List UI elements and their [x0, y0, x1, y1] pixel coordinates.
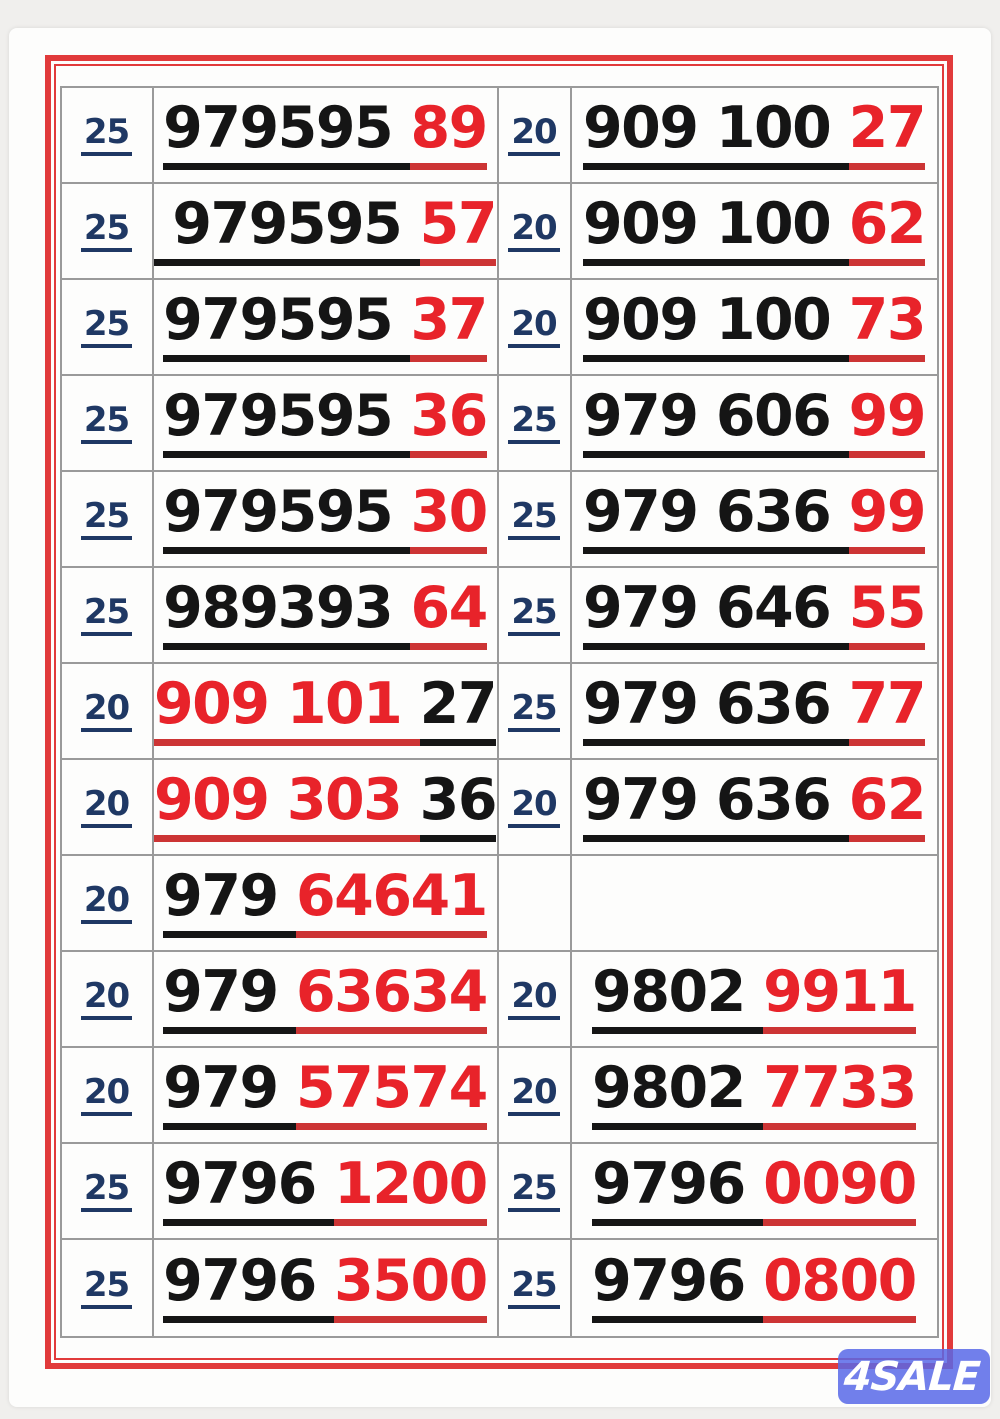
number-cell-right — [572, 952, 937, 1048]
price-badge: 20 — [81, 1075, 132, 1116]
price-cell-left — [62, 1144, 154, 1240]
number-cell-right — [572, 760, 937, 856]
phone-number — [583, 479, 925, 554]
price-cell-left — [62, 88, 154, 184]
phone-number-segment-red: 89 — [410, 100, 486, 170]
phone-number-segment-black: 979595 — [163, 100, 410, 170]
phone-number-segment-red: 99 — [849, 484, 925, 554]
price-badge: 20 — [508, 211, 559, 252]
price-badge: 20 — [508, 979, 559, 1020]
phone-number-segment-black: 979 636 — [583, 676, 849, 746]
price-cell-right — [499, 856, 572, 952]
price-badge: 25 — [508, 1268, 559, 1309]
phone-number — [592, 959, 916, 1034]
phone-number — [583, 287, 925, 362]
price-badge: 25 — [508, 691, 559, 732]
price-badge: 25 — [81, 307, 132, 348]
red-frame-inner — [54, 64, 944, 1360]
phone-number — [583, 767, 925, 842]
phone-number-segment-black: 979595 — [163, 388, 410, 458]
phone-number-segment-black: 9796 — [592, 1156, 763, 1226]
phone-number — [592, 1151, 916, 1226]
price-badge: 20 — [508, 1075, 559, 1116]
phone-number-segment-red: 909 303 — [154, 772, 420, 842]
phone-number-segment-black: 9802 — [592, 964, 763, 1034]
phone-number — [154, 671, 496, 746]
phone-number-segment-red: 7733 — [763, 1060, 916, 1130]
price-badge: 25 — [81, 211, 132, 252]
price-badge: 25 — [81, 595, 132, 636]
price-badge: 20 — [508, 115, 559, 156]
price-cell-right — [499, 1240, 572, 1336]
phone-number — [583, 191, 925, 266]
number-cell-left — [154, 1240, 499, 1336]
phone-number-segment-red: 0800 — [763, 1253, 916, 1323]
price-cell-right — [499, 472, 572, 568]
phone-number-segment-black: 909 100 — [583, 292, 849, 362]
number-cell-right — [572, 1144, 937, 1240]
phone-number — [163, 1055, 487, 1130]
price-cell-right — [499, 664, 572, 760]
phone-number — [163, 959, 487, 1034]
phone-number — [163, 383, 487, 458]
price-badge: 25 — [508, 499, 559, 540]
phone-number-segment-red: 62 — [849, 196, 925, 266]
number-cell-left — [154, 472, 499, 568]
phone-number — [163, 1151, 487, 1226]
red-frame — [45, 55, 953, 1369]
phone-number — [163, 575, 487, 650]
phone-number-segment-black: 27 — [420, 676, 496, 746]
number-cell-left — [154, 952, 499, 1048]
number-cell-left — [154, 376, 499, 472]
price-cell-left — [62, 1240, 154, 1336]
number-cell-left — [154, 1048, 499, 1144]
number-cell-left — [154, 88, 499, 184]
phone-number — [583, 671, 925, 746]
phone-number-segment-black: 36 — [420, 772, 496, 842]
number-cell-right — [572, 280, 937, 376]
price-badge: 25 — [508, 595, 559, 636]
price-cell-left — [62, 280, 154, 376]
phone-number-segment-red: 62 — [849, 772, 925, 842]
price-badge: 20 — [81, 883, 132, 924]
numbers-grid — [60, 86, 939, 1338]
price-cell-left — [62, 664, 154, 760]
price-badge: 20 — [508, 307, 559, 348]
number-cell-left — [154, 1144, 499, 1240]
phone-number-segment-red: 30 — [410, 484, 486, 554]
phone-number — [592, 1055, 916, 1130]
forsale-watermark-badge — [838, 1349, 990, 1404]
number-cell-left — [154, 184, 499, 280]
number-cell-left — [154, 664, 499, 760]
price-cell-right — [499, 568, 572, 664]
phone-number-segment-black: 9802 — [592, 1060, 763, 1130]
price-cell-left — [62, 760, 154, 856]
price-badge: 25 — [81, 499, 132, 540]
phone-number-segment-black: 9796 — [163, 1156, 334, 1226]
phone-number — [163, 863, 487, 938]
number-cell-right — [572, 856, 937, 952]
number-cell-left — [154, 856, 499, 952]
price-cell-left — [62, 1048, 154, 1144]
phone-number-segment-red: 1200 — [334, 1156, 487, 1226]
phone-number-segment-black: 979595 — [154, 196, 420, 266]
number-cell-right — [572, 88, 937, 184]
phone-number-segment-red: 99 — [849, 388, 925, 458]
number-cell-right — [572, 664, 937, 760]
price-cell-right — [499, 1144, 572, 1240]
phone-number — [154, 191, 496, 266]
number-cell-right — [572, 184, 937, 280]
phone-number-segment-red: 63634 — [296, 964, 487, 1034]
phone-number-segment-black: 979 606 — [583, 388, 849, 458]
price-badge: 25 — [508, 403, 559, 444]
phone-number-segment-red: 37 — [410, 292, 486, 362]
phone-number-segment-red: 57 — [420, 196, 496, 266]
phone-number-segment-red: 64641 — [296, 868, 487, 938]
phone-number-segment-red: 27 — [849, 100, 925, 170]
number-cell-right — [572, 568, 937, 664]
phone-number-segment-red: 909 101 — [154, 676, 420, 746]
number-cell-right — [572, 472, 937, 568]
phone-number-segment-black: 979 — [163, 1060, 296, 1130]
forsale-logo-text: 4SALE — [842, 1353, 982, 1400]
phone-number-segment-black: 979 646 — [583, 580, 849, 650]
number-cell-right — [572, 1048, 937, 1144]
phone-number — [592, 1248, 916, 1323]
price-cell-left — [62, 472, 154, 568]
phone-number — [154, 767, 496, 842]
price-cell-left — [62, 568, 154, 664]
price-cell-right — [499, 280, 572, 376]
phone-number-segment-red: 36 — [410, 388, 486, 458]
price-badge: 20 — [81, 979, 132, 1020]
phone-number — [163, 1248, 487, 1323]
phone-number-segment-red: 3500 — [334, 1253, 487, 1323]
phone-number — [583, 575, 925, 650]
phone-number-segment-black: 909 100 — [583, 100, 849, 170]
number-cell-right — [572, 376, 937, 472]
phone-number-segment-black: 979 636 — [583, 484, 849, 554]
price-badge: 25 — [81, 1171, 132, 1212]
number-cell-left — [154, 280, 499, 376]
price-cell-right — [499, 184, 572, 280]
phone-number — [583, 383, 925, 458]
phone-number-segment-red: 0090 — [763, 1156, 916, 1226]
phone-number-segment-red: 55 — [849, 580, 925, 650]
price-cell-right — [499, 1048, 572, 1144]
phone-number-segment-black: 979 — [163, 964, 296, 1034]
phone-number-segment-black: 979 636 — [583, 772, 849, 842]
price-badge: 25 — [81, 403, 132, 444]
phone-number-segment-black: 979595 — [163, 292, 410, 362]
number-cell-left — [154, 760, 499, 856]
number-cell-right — [572, 1240, 937, 1336]
phone-number-segment-black: 989393 — [163, 580, 410, 650]
phone-number — [163, 95, 487, 170]
phone-number-segment-red: 9911 — [763, 964, 916, 1034]
phone-number — [583, 95, 925, 170]
phone-number-segment-red: 77 — [849, 676, 925, 746]
phone-number-segment-black: 979595 — [163, 484, 410, 554]
price-cell-right — [499, 88, 572, 184]
phone-number-segment-black: 9796 — [592, 1253, 763, 1323]
phone-number-segment-black: 909 100 — [583, 196, 849, 266]
price-cell-left — [62, 376, 154, 472]
number-cell-left — [154, 568, 499, 664]
phone-number-segment-red: 64 — [410, 580, 486, 650]
price-cell-right — [499, 760, 572, 856]
price-badge: 25 — [81, 1268, 132, 1309]
price-badge: 20 — [81, 787, 132, 828]
price-badge: 20 — [508, 787, 559, 828]
price-badge: 25 — [508, 1171, 559, 1212]
phone-number-segment-black: 979 — [163, 868, 296, 938]
price-cell-right — [499, 952, 572, 1048]
price-badge: 25 — [81, 115, 132, 156]
price-badge: 20 — [81, 691, 132, 732]
phone-number-segment-red: 73 — [849, 292, 925, 362]
price-cell-right — [499, 376, 572, 472]
listing-card — [9, 28, 991, 1407]
price-cell-left — [62, 952, 154, 1048]
price-cell-left — [62, 856, 154, 952]
price-cell-left — [62, 184, 154, 280]
phone-number — [163, 287, 487, 362]
phone-number-segment-black: 9796 — [163, 1253, 334, 1323]
phone-number-segment-red: 57574 — [296, 1060, 487, 1130]
phone-number — [163, 479, 487, 554]
